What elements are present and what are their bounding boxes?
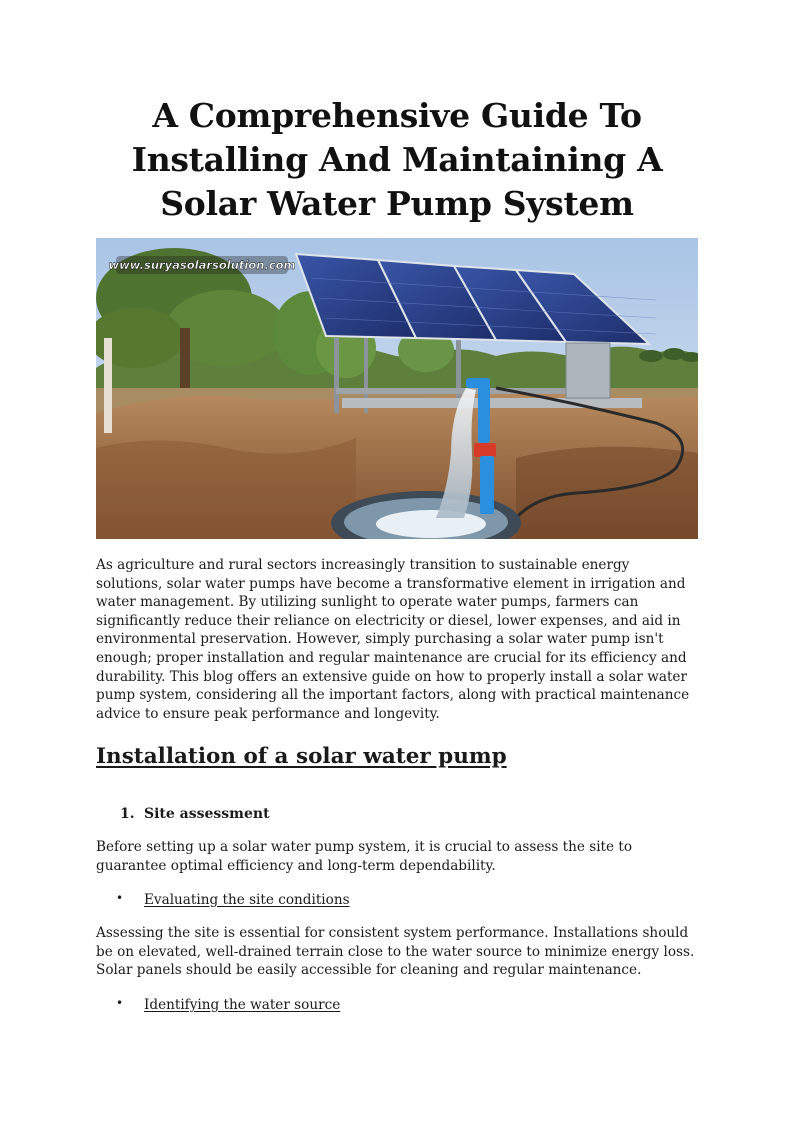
page-title: A Comprehensive Guide To Installing And Maintaining A Solar Water Pump System (131, 96, 663, 223)
section-heading: Installation of a solar water pump (96, 744, 507, 769)
bullet-label-water-source: Identifying the water source (144, 997, 341, 1013)
tree-left-trunk (180, 328, 190, 393)
site-assessment-paragraph: Before setting up a solar water pump system, it is crucial to assess the site to guarantee optimal efficiency and long-term dependability. (96, 839, 633, 874)
fence-post (104, 338, 112, 433)
bullet-item (116, 888, 350, 910)
list-label: Site assessment (144, 806, 270, 822)
watermark-text: www.suryasolarsolution.com (108, 258, 296, 272)
intro-paragraph: As agriculture and rural sectors increasingly transition to sustainable energy solutions, solar water pumps have become a transformative element in irrigation and water management. By utilizing sunlight to operate water pumps, farmers can significantly reduce their reliance on electricity or diesel, lower expenses, and aid in environmental preservation. However, simply purchasing a solar water pump isn't enough; proper installation and regular maintenance are crucial for its efficiency and durability. This blog offers an extensive guide on how to properly install a solar water pump system, considering all the important factors, along with practical maintenance advice to ensure peak performance and longevity. (96, 557, 690, 722)
bullet-dot: • (116, 891, 124, 905)
bullet-item (116, 993, 340, 1015)
list-number: 1. (120, 806, 135, 822)
numbered-item-site-assessment (120, 804, 270, 824)
solar-pump-illustration (96, 238, 698, 539)
hero-image (96, 238, 698, 539)
bullet-label-site-conditions: Evaluating the site conditions (144, 892, 350, 908)
site-conditions-paragraph: Assessing the site is essential for consistent system performance. Installations should be on elevated, well-drained terrain close to the water source to minimize energy loss. Solar panels should be easily accessible for cleaning and regular maintenance. (96, 925, 695, 979)
bullet-dot: • (116, 996, 124, 1010)
controller-box (566, 343, 610, 398)
